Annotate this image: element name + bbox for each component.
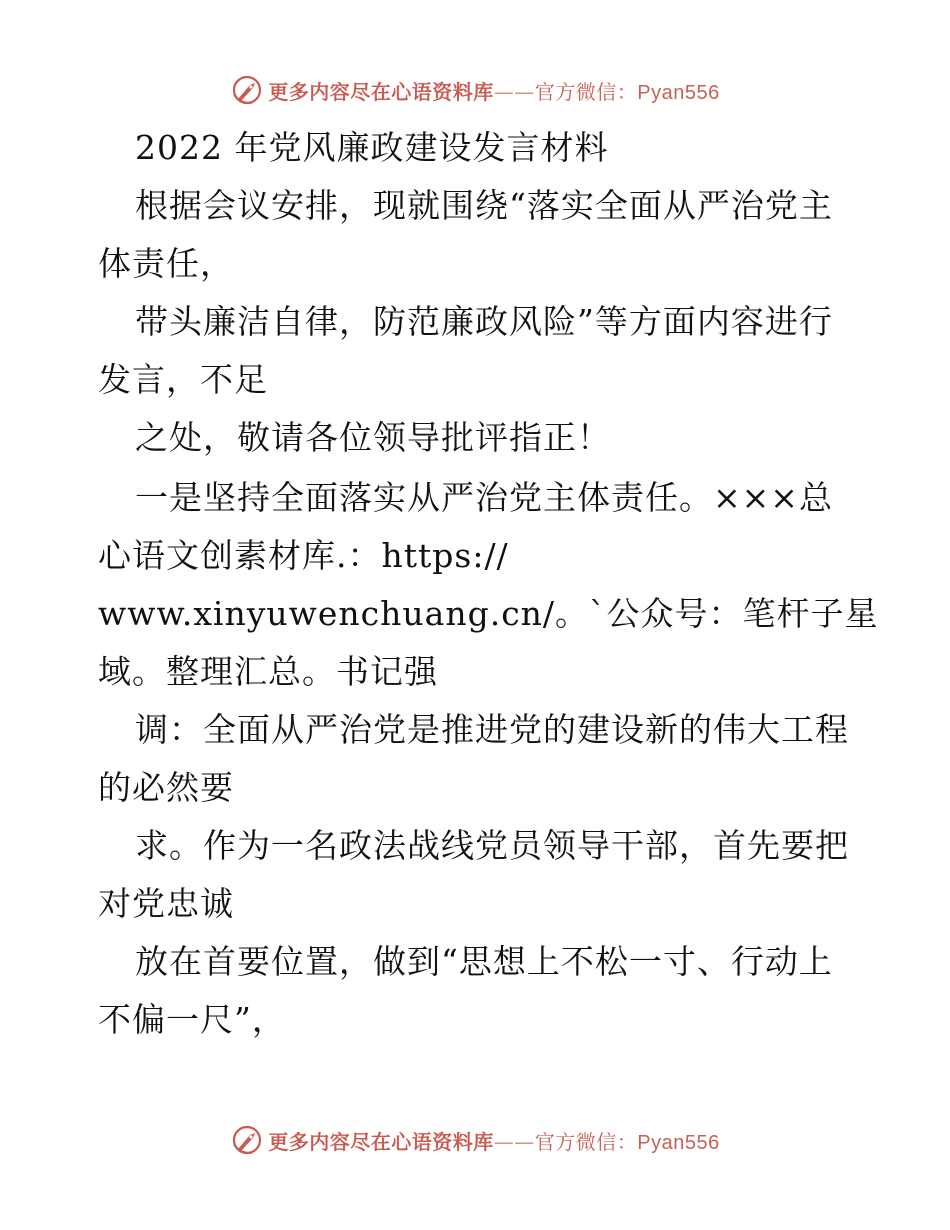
watermark-text xyxy=(268,1126,719,1155)
pen-nib-logo-icon xyxy=(230,1123,264,1157)
watermark-wechat-id: Pyan556 xyxy=(637,1131,720,1154)
text-line: www.xinyuwenchuang.cn/。`公众号：笔杆子星 xyxy=(98,594,879,633)
document-title: 2022 年党风廉政建设发言材料 xyxy=(135,128,609,167)
text-line: 根据会议安排，现就围绕“落实全面从严治党主 xyxy=(135,186,833,225)
text-line: 调：全面从严治党是推进党的建设新的伟大工程 xyxy=(135,710,849,749)
watermark-main: 更多内容尽在心语资料库 xyxy=(268,79,494,104)
text-line: 体责任， xyxy=(98,244,234,283)
watermark-text xyxy=(268,76,719,105)
watermark-wechat-id: Pyan556 xyxy=(637,81,720,104)
watermark-separator: —— xyxy=(493,1129,535,1154)
text-line: 发言，不足 xyxy=(98,360,268,399)
text-line: 心语文创素材库.：https:// xyxy=(98,536,509,575)
text-line: 放在首要位置，做到“思想上不松一寸、行动上 xyxy=(135,942,833,981)
text-line: 之处，敬请各位领导批评指正！ xyxy=(135,418,611,457)
header-watermark xyxy=(0,70,950,110)
text-line: 带头廉洁自律，防范廉政风险”等方面内容进行 xyxy=(135,302,833,341)
text-line: 求。作为一名政法战线党员领导干部，首先要把 xyxy=(135,826,849,865)
text-line: 不偏一尺”， xyxy=(98,1000,286,1039)
watermark-main: 更多内容尽在心语资料库 xyxy=(268,1129,494,1154)
footer-watermark xyxy=(0,1120,950,1160)
text-line: 对党忠诚 xyxy=(98,884,234,923)
text-line: 一是坚持全面落实从严治党主体责任。×××总 xyxy=(135,478,833,517)
watermark-wechat-label: 官方微信： xyxy=(534,1129,638,1154)
watermark-wechat-label: 官方微信： xyxy=(534,79,638,104)
text-line: 的必然要 xyxy=(98,768,234,807)
pen-nib-logo-icon xyxy=(230,73,264,107)
text-line: 域。整理汇总。书记强 xyxy=(98,652,438,691)
watermark-separator: —— xyxy=(493,79,535,104)
